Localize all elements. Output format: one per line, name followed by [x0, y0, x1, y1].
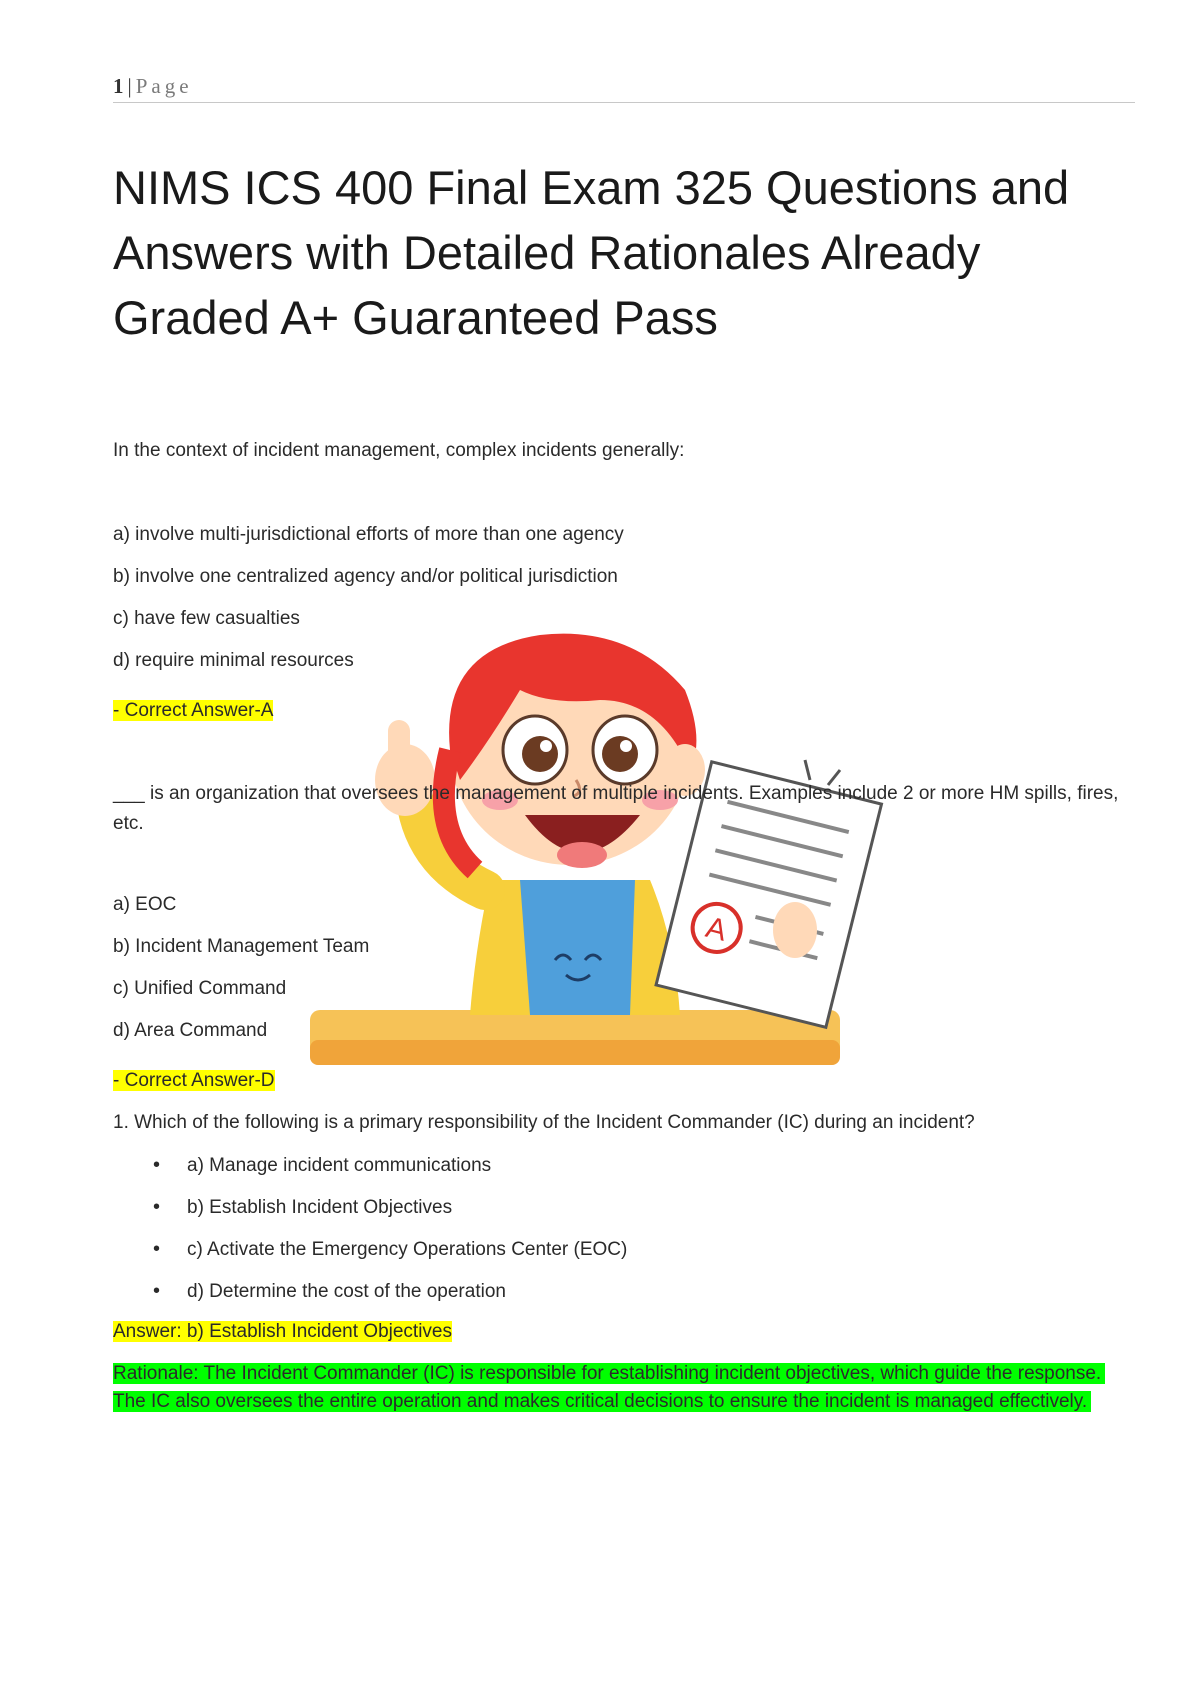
q3-option-a: • a) Manage incident communications [153, 1154, 492, 1176]
document-title: NIMS ICS 400 Final Exam 325 Questions and Answers with Detailed Rationales Already Graded A+ Guaranteed Pass [113, 161, 1070, 344]
q3-option-c: • c) Activate the Emergency Operations Center (EOC) [153, 1238, 628, 1260]
q1-option-c: c) have few casualties [113, 608, 300, 629]
bullet-icon: • [153, 1196, 161, 1218]
bullet-icon: • [153, 1154, 161, 1176]
grade-mark: A [702, 910, 730, 948]
q3-rationale: Rationale: The Incident Commander (IC) is responsible for establishing incident objectives, which guide the response. The IC also oversees the entire operation and makes critical decisions to ensure the incident is managed effectively. [113, 1363, 1105, 1412]
q1-option-a: a) involve multi-jurisdictional efforts of more than one agency [113, 524, 624, 545]
q2-question: ___ is an organization that oversees the management of multiple incidents. Examples include 2 or more HM spills, fires, etc. [113, 783, 1119, 834]
page-separator: | [127, 74, 132, 98]
q3-question: 1. Which of the following is a primary responsibility of the Incident Commander (IC) during an incident? [113, 1112, 975, 1133]
student-illustration [300, 630, 930, 1140]
q2-answer: - Correct Answer-D [113, 1070, 275, 1091]
q2-option-d: d) Area Command [113, 1020, 268, 1041]
q1-option-b: b) involve one centralized agency and/or political jurisdiction [113, 566, 618, 587]
bullet-icon: • [153, 1238, 161, 1260]
q3-answer: Answer: b) Establish Incident Objectives [113, 1321, 452, 1342]
bullet-icon: • [153, 1280, 161, 1302]
q1-option-d: d) require minimal resources [113, 650, 354, 671]
q3-option-b: • b) Establish Incident Objectives [153, 1196, 453, 1218]
q3-option-d: • d) Determine the cost of the operation [153, 1280, 506, 1302]
q2-option-c: c) Unified Command [113, 978, 287, 999]
q1-answer: - Correct Answer-A [113, 700, 274, 721]
q2-option-b: b) Incident Management Team [113, 936, 370, 957]
q2-option-a: a) EOC [113, 894, 177, 915]
page-header [113, 74, 1135, 103]
page-number: 1 [113, 74, 124, 98]
q1-question: In the context of incident management, complex incidents generally: [113, 440, 685, 461]
page-label: Page [135, 74, 193, 98]
